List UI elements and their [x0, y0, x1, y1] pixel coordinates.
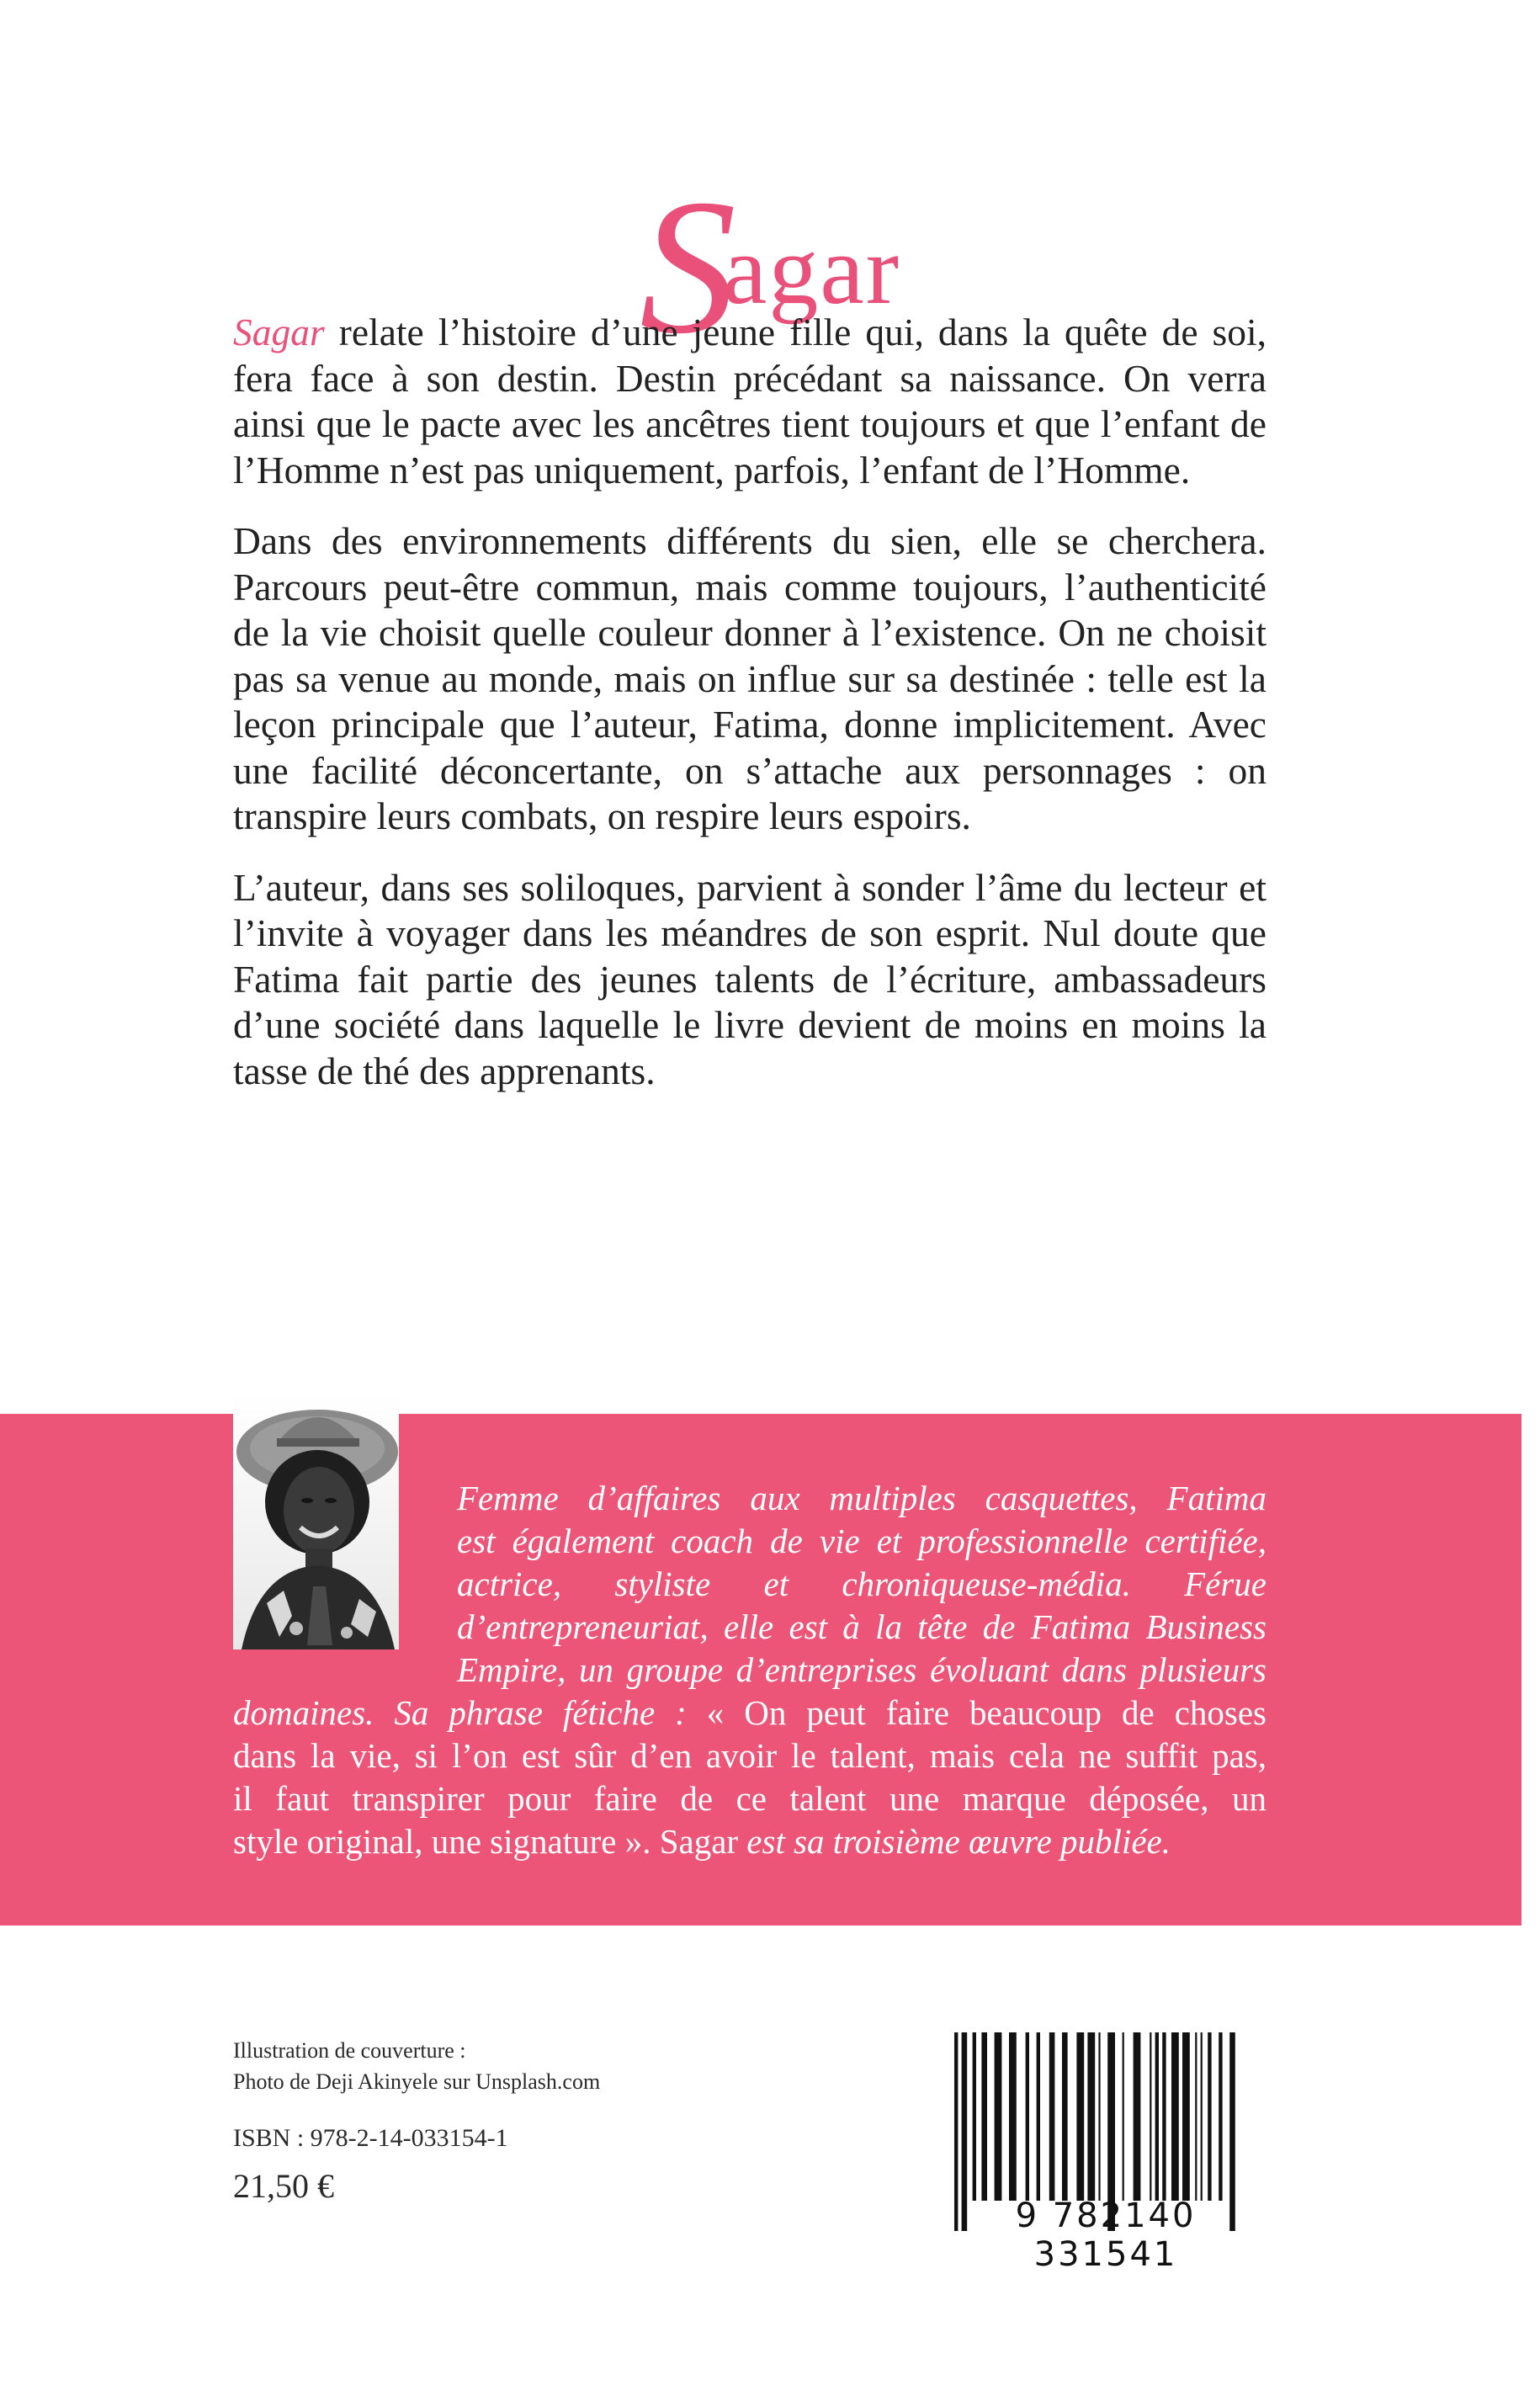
barcode-bar: [1208, 2032, 1211, 2201]
bio-line-2: est également coach de vie et professionnelle certifiée,: [457, 1522, 1267, 1560]
barcode-bar: [1037, 2032, 1040, 2201]
synopsis: [233, 310, 1267, 1119]
barcode-bar: [1201, 2032, 1203, 2201]
barcode-bar: [1171, 2032, 1179, 2201]
book-title-rest: agar: [722, 215, 901, 325]
synopsis-title-mention: Sagar: [233, 311, 325, 353]
bio-line-1: Femme d’affaires aux multiples casquettes, Fatima: [457, 1479, 1267, 1517]
barcode-bar: [1062, 2032, 1068, 2201]
barcode-bar: [981, 2032, 987, 2201]
credits-line-2: Photo de Deji Akinyele sur Unsplash.com: [233, 2069, 601, 2094]
synopsis-paragraph-3: L’auteur, dans ses soliloques, parvient à sonder l’âme du lecteur et l’invite à voyager dans les méandres de son esprit. Nul doute que Fatima fait partie des jeunes talents de l’écriture, ambassadeurs d’une société dans laquelle le livre devient de moins en moins la tasse de thé des apprenants.: [233, 865, 1267, 1092]
barcode-bar: [1195, 2032, 1197, 2201]
synopsis-paragraph-2: Dans des environnements différents du sien, elle se cherchera. Parcours peut-être commun, mais comme toujours, l’authenticité de la vie choisit quelle couleur donner à l’existence. On ne choisit pas sa venue au monde, mais on influe sur sa destinée : telle est la leçon principale que l’auteur, Fatima, donne implicitement. Avec une facilité déconcertante, on s’attache aux personnages : on transpire leurs combats, on respire leurs espoirs.: [233, 519, 1267, 837]
barcode-bar: [1182, 2032, 1190, 2201]
isbn: ISBN : 978-2-14-033154-1: [233, 2124, 508, 2152]
barcode-bar: [995, 2032, 1002, 2201]
barcode-digits: 9 782140 331541: [1015, 2196, 1197, 2274]
bio-line-5: Empire, un groupe d’entreprises évoluant dans plusieurs: [457, 1650, 1267, 1689]
barcode-bar: [1123, 2032, 1124, 2201]
barcode-bar: [1076, 2032, 1084, 2201]
book-title-initial: S: [639, 159, 738, 374]
bio-line-7: dans la vie, si l’on est sûr d’en avoir le talent, mais cela ne suffit pas,: [233, 1736, 1267, 1775]
author-bio: [233, 1477, 1267, 1863]
barcode-bar: [1026, 2032, 1029, 2201]
credits-line-1: Illustration de couverture :: [233, 2038, 466, 2063]
barcode-bar: [1155, 2032, 1159, 2201]
barcode-bar: [1009, 2032, 1017, 2201]
barcode-bar: [1219, 2032, 1222, 2201]
synopsis-paragraph-1: [233, 310, 1267, 493]
barcode-bar: [1049, 2032, 1055, 2201]
bio-line-9: style original, une signature ». Sagar est sa troisième œuvre publiée.: [233, 1822, 1171, 1861]
bio-line-4: d’entrepreneuriat, elle est à la tête de Fatima Business: [457, 1607, 1267, 1646]
barcode-bar: [1134, 2032, 1141, 2201]
barcode-bar: [1150, 2032, 1151, 2201]
cover-credits: [233, 2035, 822, 2097]
barcode-bar: [1098, 2032, 1100, 2201]
bio-line-6: domaines. Sa phrase fétiche : « On peut faire beaucoup de choses: [233, 1693, 1267, 1732]
synopsis-paragraph-1-text: relate l’histoire d’une jeune fille qui, dans la quête de soi, fera face à son destin. Destin précédant sa naissance. On verra ainsi que le pacte avec les ancêtres tient toujours et que l’enfant de l’Homme n’est pas uniquement, parfois, l’enfant de l’Homme.: [233, 311, 1267, 491]
bio-line-3: actrice, styliste et chroniqueuse-média. Férue: [457, 1564, 1267, 1603]
barcode-bar: [973, 2032, 976, 2201]
barcode-bar: [1087, 2032, 1095, 2201]
price: 21,50 €: [233, 2167, 334, 2205]
bio-line-8: il faut transpirer pour faire de ce talent une marque déposée, un: [233, 1779, 1267, 1818]
barcode-bar: [1162, 2032, 1166, 2201]
